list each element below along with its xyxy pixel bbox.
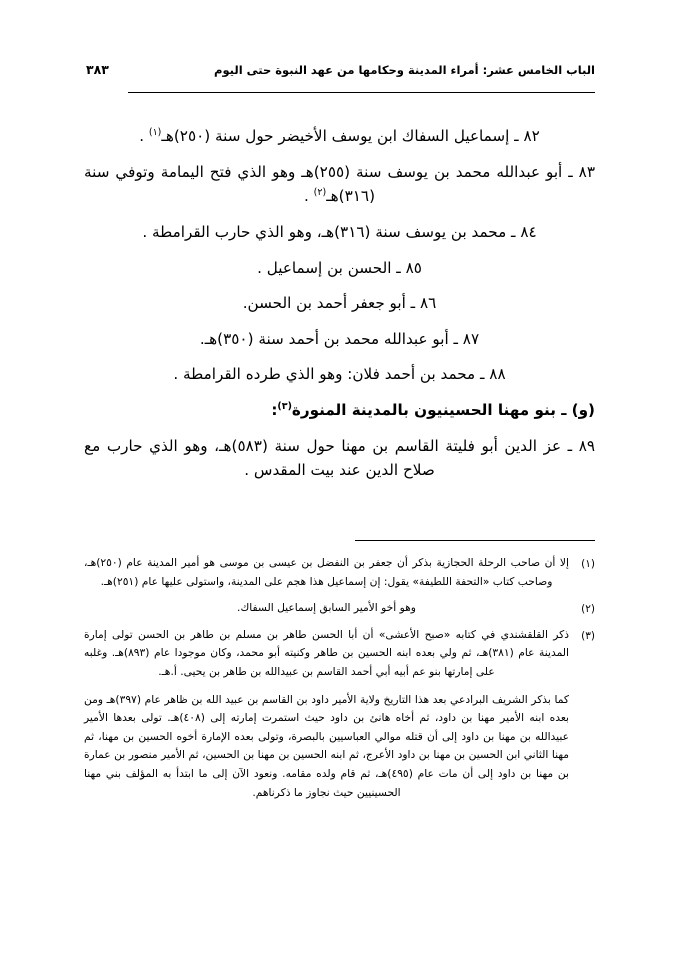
entry-trailing: . <box>303 187 314 206</box>
list-item <box>84 160 595 209</box>
list-item <box>84 124 595 149</box>
footnote-paragraph: إلا أن صاحب الرحلة الحجازية بذكر أن جعفر بن النفضل بن عيسى بن موسى هو أمير المدينة عام (٢٥٠)هـ، وصاحب كتاب «التحفة اللطيفة» يقول: إن إسماعيل هذا هجم على المدينة، واستولى عليها عام (٢٥١)هـ. <box>84 556 569 588</box>
section-heading-text: (و) ـ بنو مهنا الحسينيون بالمدينة المنورة <box>291 401 595 419</box>
footnotes-section <box>84 554 595 810</box>
header-rule <box>128 92 595 93</box>
page-number: ٣٨٣ <box>86 62 109 77</box>
entry-text: ٨٧ ـ أبو عبدالله محمد بن أحمد سنة (٣٥٠)هـ. <box>199 329 480 348</box>
list-item <box>84 434 595 483</box>
header-chapter-title: الباب الخامس عشر: أمراء المدينة وحكامها من عهد النبوة حتى اليوم <box>214 63 595 77</box>
entry-text: ٨٦ ـ أبو جعفر أحمد بن الحسن. <box>242 294 437 313</box>
list-item <box>84 327 595 352</box>
footnote-separator <box>355 540 595 541</box>
footnote-entry <box>84 626 595 804</box>
footnote-ref[interactable]: (٢) <box>313 187 327 199</box>
entry-text: ٨٨ ـ محمد بن أحمد فلان: وهو الذي طرده القرامطة . <box>173 365 506 384</box>
entry-trailing: . <box>139 127 149 145</box>
list-item <box>84 362 595 387</box>
page-body <box>84 124 595 494</box>
footnote-ref[interactable]: (١) <box>148 126 162 138</box>
entry-text: ٨٣ ـ أبو عبدالله محمد بن يوسف سنة (٢٥٥)هـ وهو الذي فتح اليمامة وتوفي سنة (٣١٦)هـ <box>84 162 595 206</box>
footnote-marker: (١) <box>581 558 595 570</box>
section-heading-trailing: : <box>271 401 278 419</box>
page-header <box>84 62 595 88</box>
list-item <box>84 256 595 281</box>
list-item <box>84 291 595 316</box>
footnote-ref[interactable]: (٣) <box>277 400 292 412</box>
footnote-body <box>84 554 569 593</box>
footnote-paragraph: ذكر القلقشندي في كتابه «صبح الأعشى» أن أبا الحسن طاهر بن مسلم بن طاهر بن الحسن تولى إمارة المدينة عام (٣٨١)هـ، ثم ولي بعده ابنه الحسين بن طاهر وكنيته أبو محمد، وكان موجودا عام (٨٩٣)هـ. وغلبه على إمارتها بنو عم أبيه أبي أحمد القاسم بن عبيدالله بن طاهر بن يحيى. أ.هـ. <box>84 627 569 679</box>
entry-text: ٨٤ ـ محمد بن يوسف سنة (٣١٦)هـ، وهو الذي حارب القرامطة . <box>142 222 537 241</box>
list-item <box>84 220 595 245</box>
footnote-paragraph: كما بذكر الشريف البرادعي بعد هذا التاريخ ولاية الأمير داود بن القاسم بن عبيد الله بن ظاهر عام (٣٩٧)هـ ومن بعده ابنه الأمير مهنا بن داود، ثم أخاه هانئ بن داود حيث استمرت إمارته إلى (٤٠٨)هـ. تولى بعدها الأمير عبيدالله بن مهنا بن داود إلى أن قتله موالي العباسيين بالبصرة، وتولى بعده الإمارة أخوه الحسين بن مهنا، ثم مهنا الثاني ابن الحسين بن مهنا بن داود الأعرج، ثم ابنه الحسين بن مهنا بن الحسين، ثم الأمير منصور بن عمارة بن مهنا بن داود إلى أن مات عام (٤٩٥)هـ، ثم قام ولده مقامه. ونعود الآن إلى ما ابتدأ به المؤلف بني مهنا الحسينيين حيث نجاوز ما ذكرناهم. <box>84 692 570 799</box>
footnote-paragraph-gap <box>84 684 569 691</box>
section-heading <box>84 398 595 423</box>
footnote-marker: (٣) <box>581 629 595 642</box>
footnote-entry <box>84 599 595 620</box>
footnote-body <box>84 626 569 804</box>
footnote-body <box>84 599 569 620</box>
entry-text: ٨٢ ـ إسماعيل السفاك ابن يوسف الأخيضر حول سنة (٢٥٠)هـ <box>161 127 540 145</box>
footnote-entry <box>84 554 595 593</box>
entry-text: ٨٥ ـ الحسن بن إسماعيل . <box>257 258 422 277</box>
entry-text: ٨٩ ـ عز الدين أبو فليتة القاسم بن مهنا حول سنة (٥٨٣)هـ، وهو الذي حارب مع صلاح الدين عند بيت المقدس . <box>84 436 596 480</box>
footnote-paragraph: وهو أخو الأمير السابق إسماعيل السفاك. <box>237 601 416 615</box>
footnote-marker: (٢) <box>581 603 595 616</box>
